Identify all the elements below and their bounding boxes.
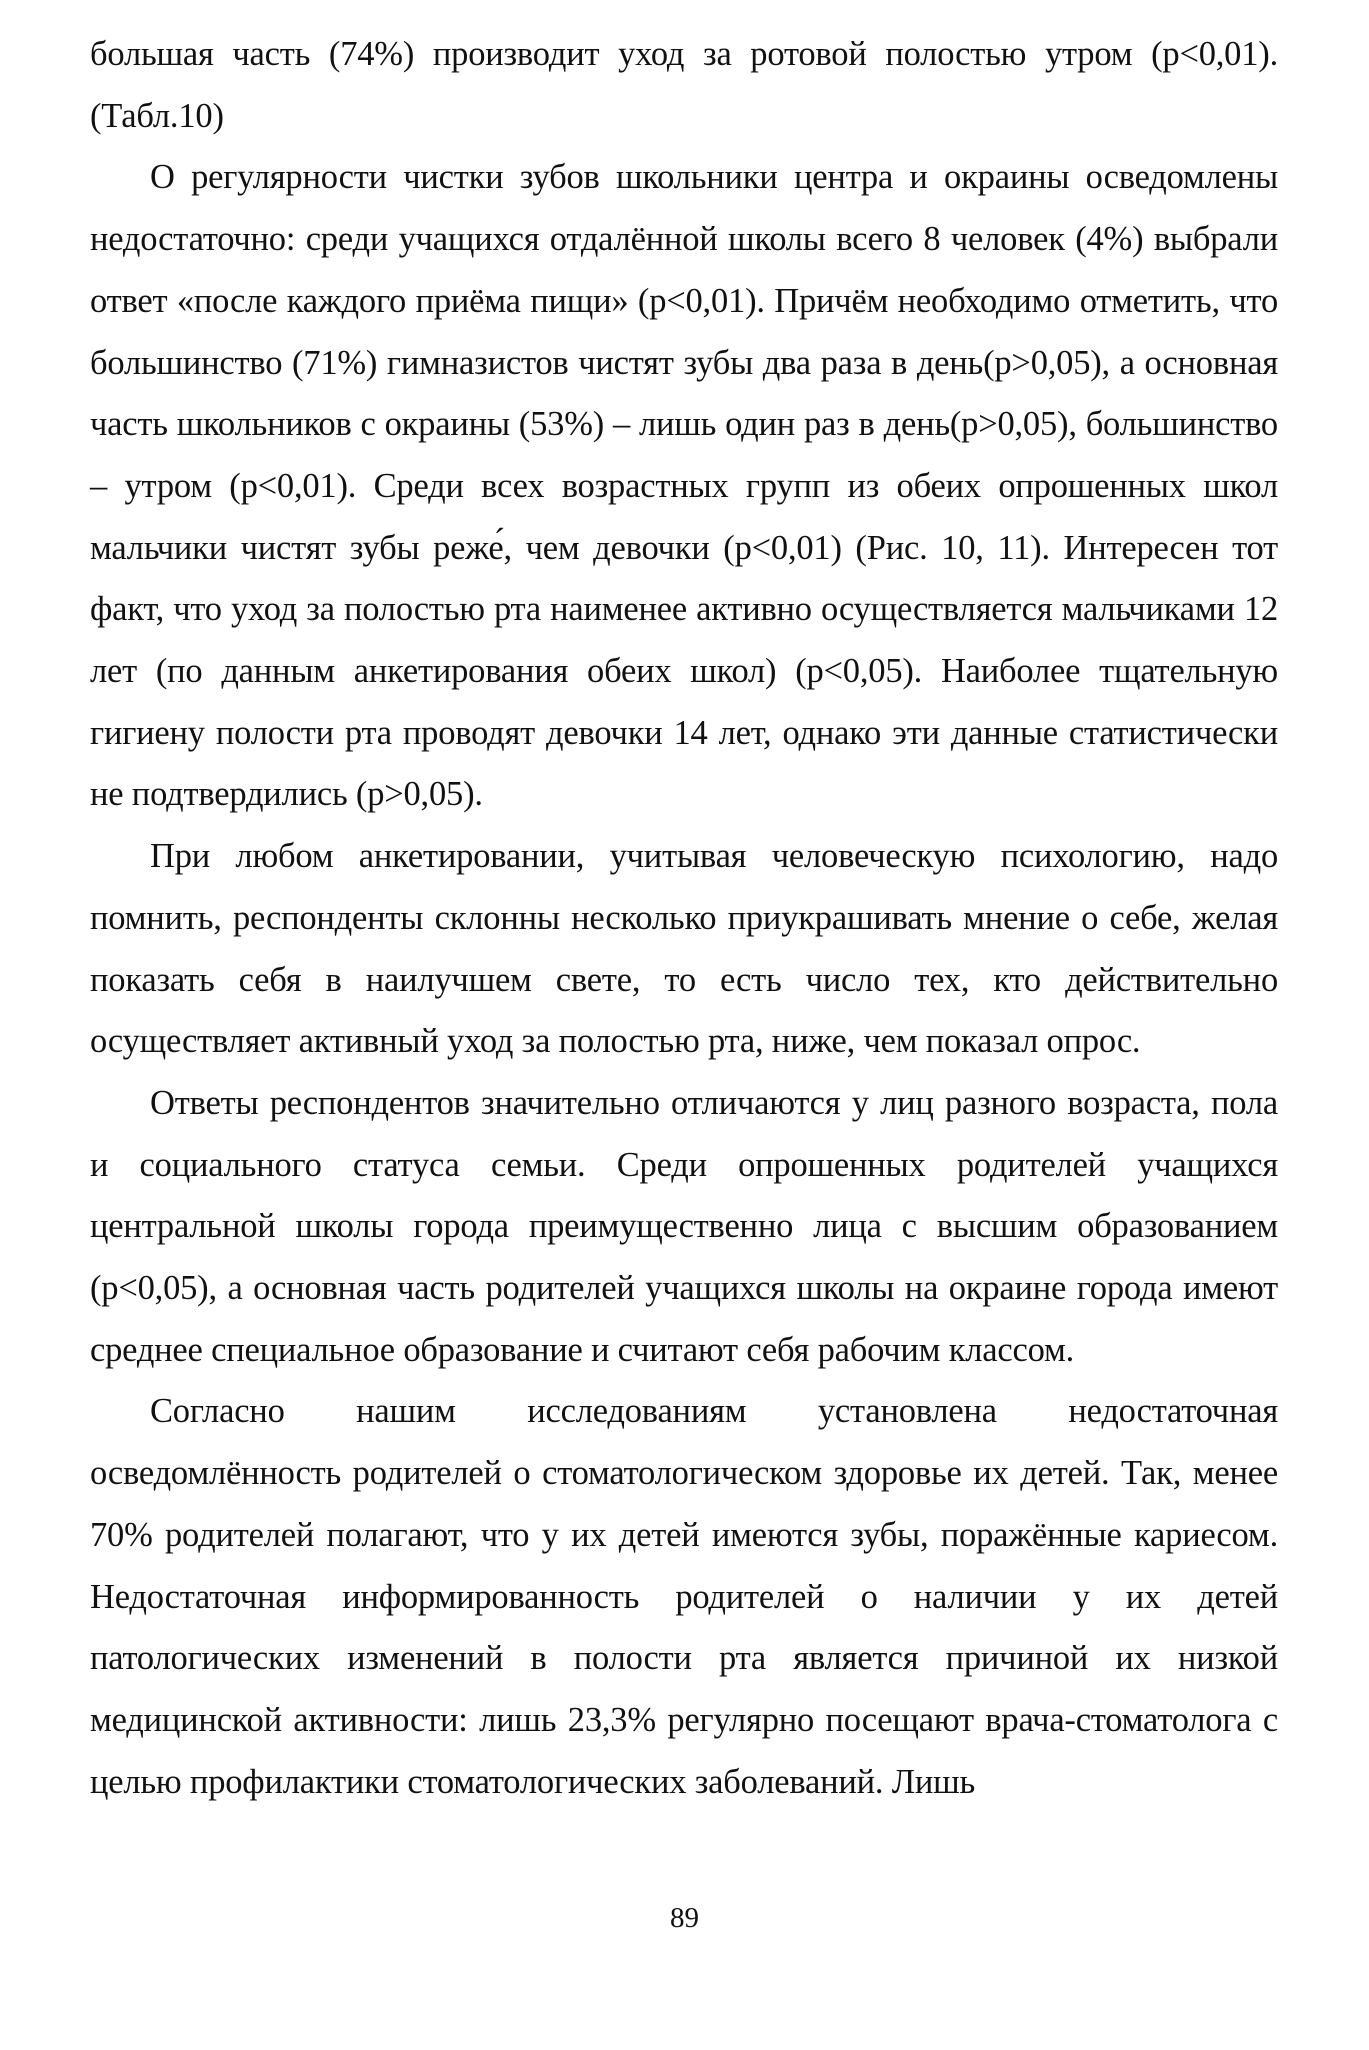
page-number: 89 (670, 1902, 699, 1934)
body-text (90, 24, 1278, 1813)
paragraph-toothbrushing-regularity: О регулярности чистки зубов школьники центра и окраины осведомлены недостаточно: среди учащихся отдалённой школы всего 8 человек (4%) выбрали ответ «после каждого приёма пищи» (р<0,01). Причём необходимо отметить, что большинство (71%) гимназистов чистят зубы два раза в день(р>0,05), а основная часть школьников с окраины (53%) – лишь один раз в день(р>0,05), большинство – утром (р<0,01). Среди всех возрастных групп из обеих опрошенных школ мальчики чистят зубы реже́, чем девочки (р<0,01) (Рис. 10, 11). Интересен тот факт, что уход за полостью рта наименее активно осуществляется мальчиками 12 лет (по данным анкетирования обеих школ) (р<0,05). Наиболее тщательную гигиену полости рта проводят девочки 14 лет, однако эти данные статистически не подтвердились (р>0,05). (90, 158, 1278, 814)
paragraph-parent-awareness: Согласно нашим исследованиям установлена недостаточная осведомлённость родителей о стоматологическом здоровье их детей. Так, менее 70% родителей полагают, что у их детей имеются зубы, поражённые кариесом. Недостаточная информированность родителей о наличии у их детей патологических изменений в полости рта является причиной их низкой медицинской активности: лишь 23,3% регулярно посещают врача-стоматолога с целью профилактики стоматологических заболеваний. Лишь (90, 1392, 1278, 1801)
paragraph-continuation: большая часть (74%) производит уход за ротовой полостью утром (р<0,01). (Табл.10) (90, 35, 1278, 135)
paragraph-survey-psychology: При любом анкетировании, учитывая человеческую психологию, надо помнить, респонденты склонны несколько приукрашивать мнение о себе, желая показать себя в наилучшем свете, то есть число тех, кто действительно осуществляет активный уход за полостью рта, ниже, чем показал опрос. (90, 837, 1278, 1061)
paragraph-respondent-differences: Ответы респондентов значительно отличаются у лиц разного возраста, пола и социального статуса семьи. Среди опрошенных родителей учащихся центральной школы города преимущественно лица с высшим образованием (р<0,05), а основная часть родителей учащихся школы на окраине города имеют среднее специальное образование и считают себя рабочим классом. (90, 1083, 1278, 1369)
